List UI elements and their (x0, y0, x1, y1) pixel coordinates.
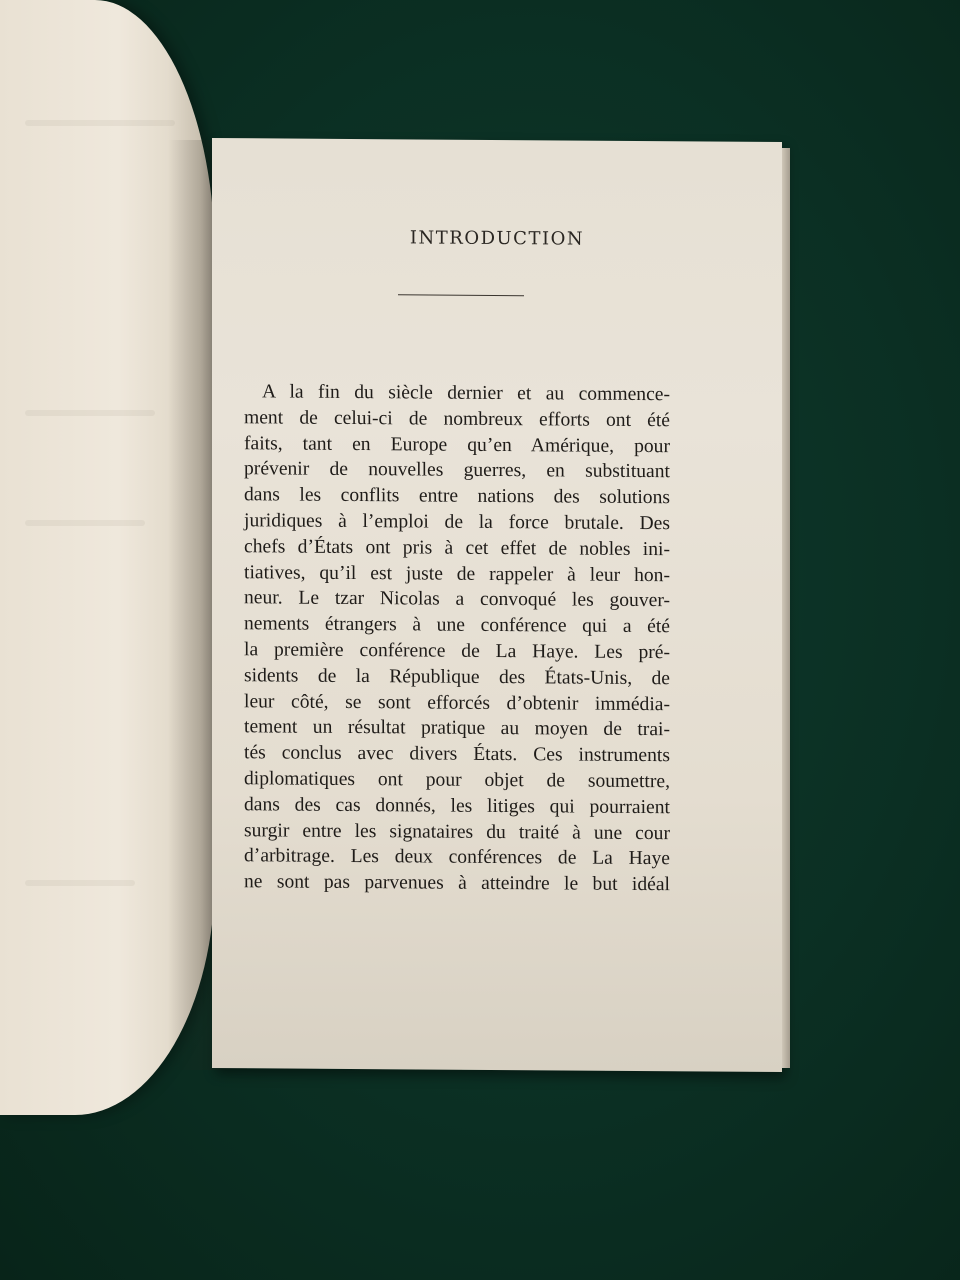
text-line: diplomatiques ont pour objet de soumettre, (244, 768, 670, 793)
show-through-mark (25, 880, 135, 886)
text-line: faits, tant en Europe qu’en Amérique, pour (244, 432, 670, 457)
text-line: chefs d’États ont pris à cet effet de nobles ini- (244, 536, 670, 560)
title-rule (398, 294, 524, 296)
text-line: d’arbitrage. Les deux conférences de La Haye (244, 845, 670, 870)
text-line: nements étrangers à une conférence qui a été (244, 613, 670, 638)
show-through-mark (25, 120, 175, 126)
text-line: ment de celui-ci de nombreux efforts ont été (244, 407, 670, 432)
text-line: tés conclus avec divers États. Ces instruments (244, 742, 670, 767)
text-line: neur. Le tzar Nicolas a convoqué les gouver- (244, 587, 670, 612)
show-through-mark (25, 410, 155, 416)
text-line: prévenir de nouvelles guerres, en substituant (244, 458, 670, 483)
right-page (212, 138, 782, 1072)
text-line: tement un résultat pratique au moyen de trai- (244, 716, 670, 741)
text-line: leur côté, se sont efforcés d’obtenir immédia- (244, 690, 670, 715)
text-line: A la fin du siècle dernier et au commence- (262, 381, 670, 406)
text-line: sidents de la République des États-Unis, de (244, 664, 670, 689)
show-through-mark (25, 520, 145, 526)
page-title: INTRODUCTION (409, 227, 585, 250)
text-line: la première conférence de La Haye. Les pré- (244, 639, 670, 664)
page-edge (782, 148, 790, 1068)
body-paragraph (244, 379, 670, 898)
text-line: ne sont pas parvenues à atteindre le but idéal (244, 871, 670, 896)
text-line: juridiques à l’emploi de la force brutale. Des (244, 510, 670, 535)
text-line: dans les conflits entre nations des solutions (244, 484, 670, 509)
text-line: surgir entre les signataires du traité à une cour (244, 819, 670, 844)
text-line: dans des cas donnés, les litiges qui pourraient (244, 793, 670, 818)
text-line: tiatives, qu’il est juste de rappeler à leur hon- (244, 561, 670, 586)
